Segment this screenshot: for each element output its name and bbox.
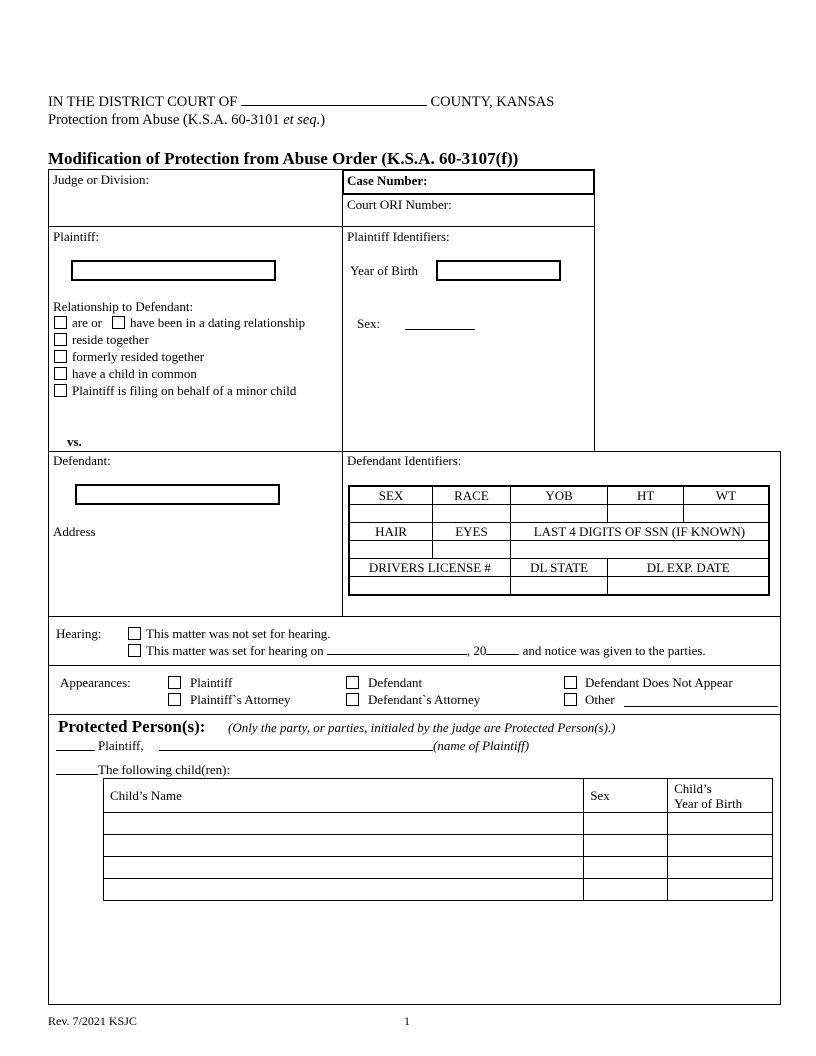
appear-other-label: Other [585, 692, 615, 707]
appear-other-blank[interactable] [624, 706, 778, 707]
rel-reside-checkbox[interactable] [54, 333, 67, 346]
defendant-identifiers-label: Defendant Identifiers: [347, 453, 462, 468]
hdr-sex: SEX [349, 486, 433, 505]
child-sex-cell[interactable] [584, 879, 668, 901]
child-yob-cell[interactable] [668, 813, 773, 835]
rel-dating-label: have been in a dating relationship [130, 315, 306, 330]
col-child-name: Child’s Name [104, 779, 584, 813]
court-prefix: IN THE DISTRICT COURT OF [48, 94, 238, 110]
child-name-cell[interactable] [104, 835, 584, 857]
child-yob-cell[interactable] [668, 857, 773, 879]
child-sex-cell[interactable] [584, 857, 668, 879]
col-child-yob-line2: Year of Birth [674, 795, 743, 811]
val-hair[interactable] [349, 541, 433, 559]
val-dl-number[interactable] [349, 577, 510, 596]
protected-heading: Protected Person(s): [58, 717, 206, 736]
val-ht[interactable] [608, 505, 684, 523]
identifiers-value-row-2 [349, 541, 769, 559]
pfa-text: Protection from Abuse (K.S.A. 60-3101 [48, 112, 280, 128]
child-yob-cell[interactable] [668, 879, 773, 901]
rel-formerly-checkbox[interactable] [54, 350, 67, 363]
identifiers-header-row-2 [349, 523, 769, 541]
child-yob-cell[interactable] [668, 835, 773, 857]
child-name-cell[interactable] [104, 879, 584, 901]
address-label: Address [53, 524, 96, 539]
val-sex[interactable] [349, 505, 433, 523]
identifiers-header-row-3 [349, 559, 769, 577]
rel-are-checkbox[interactable] [54, 316, 67, 329]
court-line [48, 93, 554, 110]
plaintiff-name-blank[interactable] [159, 750, 433, 751]
rel-reside-label: reside together [72, 332, 149, 347]
val-wt[interactable] [683, 505, 769, 523]
table-row [104, 813, 773, 835]
defendant-identifiers-table [348, 485, 770, 596]
appearances-label: Appearances: [60, 675, 131, 690]
identifiers-value-row-1 [349, 505, 769, 523]
col-child-sex: Sex [584, 779, 668, 813]
identifiers-header-row-1 [349, 486, 769, 505]
plaintiff-initial-blank[interactable] [56, 750, 95, 751]
val-eyes[interactable] [433, 541, 511, 559]
rel-child-label: have a child in common [72, 366, 197, 381]
appear-plaintiff-attorney-label: Plaintiff`s Attorney [190, 692, 291, 707]
children-header-row [104, 779, 773, 813]
hdr-yob: YOB [510, 486, 608, 505]
appear-plaintiff-attorney-checkbox[interactable] [168, 693, 181, 706]
protected-note: (Only the party, or parties, initialed by the judge are Protected Person(s).) [228, 720, 616, 735]
protected-plaintiff-label: Plaintiff, [98, 738, 144, 753]
child-name-cell[interactable] [104, 857, 584, 879]
plaintiff-name-input[interactable] [71, 260, 276, 281]
pfa-statute-line [48, 112, 325, 128]
pfa-etseq: et seq. [283, 112, 321, 128]
hdr-ssn: LAST 4 DIGITS OF SSN (IF KNOWN) [510, 523, 769, 541]
appear-defendant-checkbox[interactable] [346, 676, 359, 689]
hdr-dl-state: DL STATE [510, 559, 608, 577]
rel-are-or-label: are or [72, 315, 102, 330]
identifiers-value-row-3 [349, 577, 769, 596]
hearing-set-checkbox[interactable] [128, 644, 141, 657]
hdr-eyes: EYES [433, 523, 511, 541]
hearing-not-set-label: This matter was not set for hearing. [146, 626, 331, 641]
pfa-close: ) [320, 112, 326, 128]
table-row [104, 835, 773, 857]
rel-have-been-checkbox[interactable] [112, 316, 125, 329]
appear-not-appear-checkbox[interactable] [564, 676, 577, 689]
page-number: 1 [404, 1014, 410, 1028]
page-title: Modification of Protection from Abuse Order (K.S.A. 60-3107(f)) [48, 149, 519, 168]
sex-label: Sex: [357, 316, 381, 331]
child-sex-cell[interactable] [584, 813, 668, 835]
hearing-set-line [146, 643, 706, 659]
appear-other-checkbox[interactable] [564, 693, 577, 706]
vs-label: vs. [67, 434, 82, 449]
rel-minor-label: Plaintiff is filing on behalf of a minor child [72, 383, 297, 398]
appear-defendant-attorney-label: Defendant`s Attorney [368, 692, 481, 707]
relationship-label: Relationship to Defendant: [53, 299, 194, 314]
hearing-set-suffix: and notice was given to the parties. [522, 643, 706, 658]
appear-defendant-label: Defendant [368, 675, 423, 690]
hearing-set-prefix: This matter was set for hearing on [146, 643, 324, 658]
col-child-yob-line1: Child’s [674, 780, 712, 796]
val-yob[interactable] [510, 505, 608, 523]
county-blank[interactable] [241, 93, 427, 106]
sex-blank[interactable] [405, 329, 475, 330]
children-table [103, 778, 773, 901]
table-row [104, 879, 773, 901]
child-sex-cell[interactable] [584, 835, 668, 857]
col-child-yob [668, 779, 773, 813]
val-race[interactable] [433, 505, 511, 523]
hdr-race: RACE [433, 486, 511, 505]
hdr-wt: WT [683, 486, 769, 505]
hearing-year-prefix: , 20 [466, 643, 487, 658]
name-of-plaintiff-caption: (name of Plaintiff) [433, 738, 530, 753]
hearing-date-blank[interactable] [327, 643, 467, 655]
val-dl-exp[interactable] [608, 577, 769, 596]
hearing-not-set-checkbox[interactable] [128, 627, 141, 640]
rel-child-checkbox[interactable] [54, 367, 67, 380]
hearing-year-blank[interactable] [486, 643, 519, 655]
defendant-name-input[interactable] [75, 484, 280, 505]
plaintiff-identifiers-label: Plaintiff Identifiers: [347, 229, 450, 244]
judge-division-label: Judge or Division: [53, 172, 150, 187]
year-of-birth-input[interactable] [436, 260, 561, 281]
child-name-cell[interactable] [104, 813, 584, 835]
hdr-hair: HAIR [349, 523, 433, 541]
court-suffix: COUNTY, KANSAS [430, 94, 555, 110]
children-label: The following child(ren): [98, 762, 231, 777]
plaintiff-label: Plaintiff: [53, 229, 99, 244]
rel-minor-checkbox[interactable] [54, 384, 67, 397]
revision-label: Rev. 7/2021 KSJC [48, 1014, 137, 1028]
court-ori-label: Court ORI Number: [347, 197, 452, 212]
hearing-label: Hearing: [56, 626, 102, 641]
appear-not-appear-label: Defendant Does Not Appear [585, 675, 733, 690]
rel-formerly-label: formerly resided together [72, 349, 205, 364]
appear-plaintiff-checkbox[interactable] [168, 676, 181, 689]
year-of-birth-label: Year of Birth [350, 263, 419, 278]
hdr-ht: HT [608, 486, 684, 505]
hdr-dl-number: DRIVERS LICENSE # [349, 559, 510, 577]
appear-defendant-attorney-checkbox[interactable] [346, 693, 359, 706]
val-ssn[interactable] [510, 541, 769, 559]
defendant-label: Defendant: [53, 453, 111, 468]
case-number-label: Case Number: [347, 173, 428, 188]
val-dl-state[interactable] [510, 577, 608, 596]
hdr-dl-exp: DL EXP. DATE [608, 559, 769, 577]
appear-plaintiff-label: Plaintiff [190, 675, 233, 690]
children-initial-blank[interactable] [56, 774, 98, 775]
table-row [104, 857, 773, 879]
